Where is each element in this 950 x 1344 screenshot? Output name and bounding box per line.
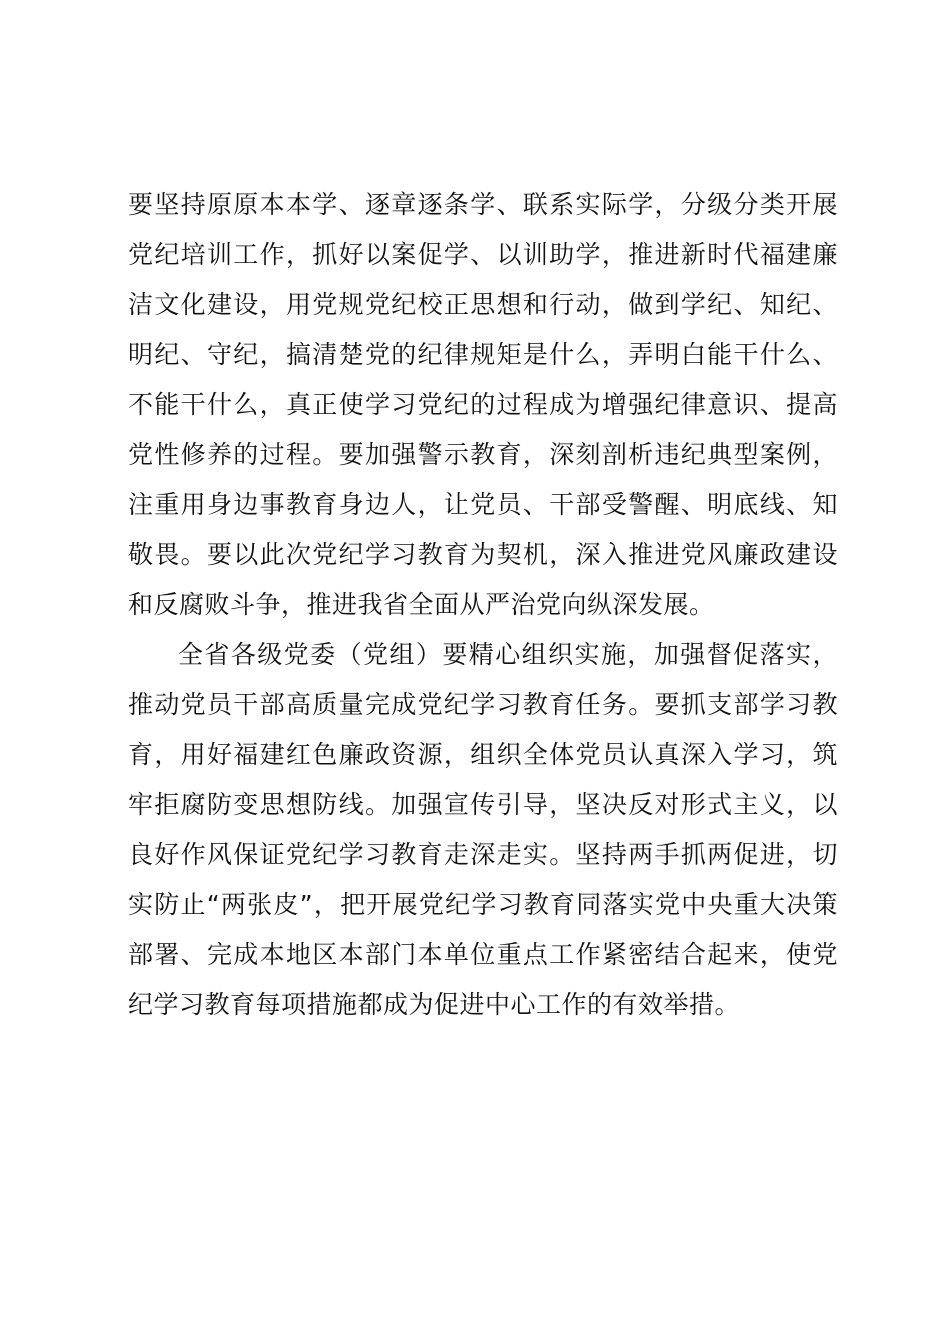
text-line: 不能干什么，真正使学习党纪的过程成为增强纪律意识、提高 <box>128 390 838 419</box>
paragraph-2 <box>128 630 838 1030</box>
paragraph-1 <box>128 180 838 630</box>
text-line: 良好作风保证党纪学习教育走深走实。坚持两手抓两促进，切 <box>128 840 838 869</box>
text-line: 洁文化建设，用党规党纪校正思想和行动，做到学纪、知纪、 <box>128 290 838 319</box>
text-line: 实防止“两张皮”，把开展党纪学习教育同落实党中央重大决策 <box>128 890 838 919</box>
text-line: 牢拒腐防变思想防线。加强宣传引导，坚决反对形式主义，以 <box>128 790 838 819</box>
text-line: 明纪、守纪，搞清楚党的纪律规矩是什么，弄明白能干什么、 <box>128 340 838 369</box>
text-line: 敬畏。要以此次党纪学习教育为契机，深入推进党风廉政建设 <box>128 540 838 569</box>
text-line: 注重用身边事教育身边人，让党员、干部受警醒、明底线、知 <box>128 490 838 519</box>
text-line: 纪学习教育每项措施都成为促进中心工作的有效举措。 <box>128 990 741 1019</box>
text-line: 要坚持原原本本学、逐章逐条学、联系实际学，分级分类开展 <box>128 190 838 219</box>
text-line: 育，用好福建红色廉政资源，组织全体党员认真深入学习，筑 <box>128 740 838 769</box>
document-body <box>128 180 838 1030</box>
text-line: 部署、完成本地区本部门本单位重点工作紧密结合起来，使党 <box>128 940 838 969</box>
text-line: 党性修养的过程。要加强警示教育，深刻剖析违纪典型案例， <box>128 440 838 469</box>
text-line: 党纪培训工作，抓好以案促学、以训助学，推进新时代福建廉 <box>128 240 838 269</box>
text-line: 和反腐败斗争，推进我省全面从严治党向纵深发展。 <box>128 590 715 619</box>
text-line: 全省各级党委（党组）要精心组织实施，加强督促落实， <box>178 640 838 669</box>
text-line: 推动党员干部高质量完成党纪学习教育任务。要抓支部学习教 <box>128 690 838 719</box>
